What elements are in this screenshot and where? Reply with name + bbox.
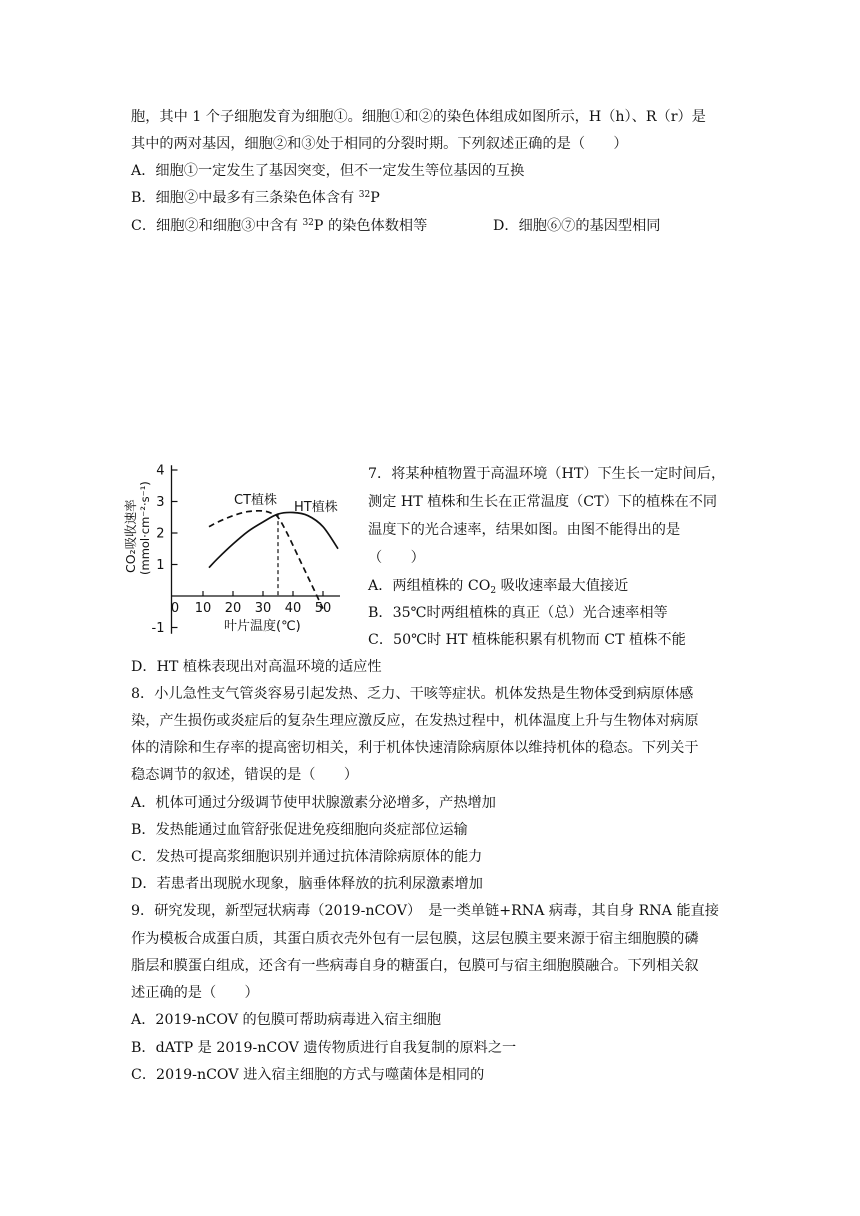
- q9-option-b: B．dATP 是 2019-nCOV 遗传物质进行自我复制的原料之一: [131, 1040, 517, 1056]
- chart-series: [209, 511, 338, 609]
- q8-option-a: A．机体可通过分级调节使甲状腺激素分泌增多，产热增加: [131, 795, 496, 811]
- q6-option-b-text2: P: [370, 190, 380, 206]
- x-tick-label: 20: [224, 601, 242, 616]
- q8-stem-line1: 8．小儿急性支气管炎容易引起发热、乏力、干咳等症状。机体发热是生物体受到病原体感: [131, 686, 694, 702]
- x-tick-label: 30: [254, 601, 272, 616]
- y-tick-label: -1: [151, 621, 165, 636]
- y-axis-label: CO₂吸收速率: [123, 499, 138, 573]
- q6-option-b-sup: 32: [358, 190, 371, 200]
- y-axis-unit: (mmol·cm⁻²·s⁻¹): [138, 481, 152, 575]
- q8-stem-line3: 体的清除和生存率的提高密切相关，利于机体快速清除病原体以维持机体的稳态。下列关于: [131, 740, 699, 756]
- q9-option-c: C．2019-nCOV 进入宿主细胞的方式与噬菌体是相同的: [131, 1067, 485, 1083]
- series-label-ct: CT植株: [234, 493, 278, 508]
- q9-stem-line4: 述正确的是（ ）: [131, 985, 259, 1001]
- q6-option-c-sup: 32: [302, 218, 314, 228]
- y-tick-label: 2: [156, 526, 165, 542]
- y-tick-label: 4: [156, 463, 165, 479]
- x-tick-label: 40: [284, 601, 302, 616]
- q7-stem-line3: 温度下的光合速率，结果如图。由图不能得出的是: [368, 522, 681, 538]
- q8-option-b: B．发热能通过血管舒张促进免疫细胞向炎症部位运输: [131, 822, 468, 838]
- q7-option-b: B．35℃时两组植株的真正（总）光合速率相等: [368, 605, 668, 621]
- q7-option-a-text2: 吸收速率最大值接近: [496, 578, 629, 594]
- q7-option-a-sub: 2: [490, 586, 497, 596]
- ct-series-line: [209, 511, 323, 609]
- q9-stem-line2: 作为模板合成蛋白质，其蛋白质衣壳外包有一层包膜，这层包膜主要来源于宿主细胞膜的磷: [131, 931, 699, 947]
- q6-stem-line1: 胞，其中 1 个子细胞发育为细胞①。细胞①和②的染色体组成如图所示，H（h）、R（r）是: [131, 109, 706, 125]
- q6-option-c-text: C．细胞②和细胞③中含有: [131, 218, 303, 234]
- q8-option-c: C．发热可提高浆细胞识别并通过抗体清除病原体的能力: [131, 849, 483, 865]
- q7-option-c: C．50℃时 HT 植株能积累有机物而 CT 植株不能: [368, 632, 686, 648]
- q6-option-b-text: B．细胞②中最多有三条染色体含有: [131, 190, 359, 206]
- q6-option-b: [131, 188, 380, 208]
- q9-stem-line3: 脂层和膜蛋白组成，还含有一些病毒自身的糖蛋白，包膜可与宿主细胞膜融合。下列相关叙: [131, 958, 699, 974]
- x-axis-label: 叶片温度(℃): [224, 619, 301, 634]
- q6-option-c: [131, 216, 427, 236]
- x-tick-label: 10: [194, 601, 212, 616]
- y-tick-label: 3: [156, 495, 165, 510]
- x-tick-label: 50: [314, 601, 332, 616]
- q9-stem-line1: 9．研究发现，新型冠状病毒（2019-nCOV） 是一类单链+RNA 病毒，其自身 RNA 能直接: [131, 903, 719, 919]
- q7-stem-line2: 测定 HT 植株和生长在正常温度（CT）下的植株在不同: [368, 494, 718, 510]
- q6-option-c-text2: P 的染色体数相等: [313, 218, 428, 234]
- photosynthesis-rate-chart: [118, 455, 358, 645]
- q9-option-a: A．2019-nCOV 的包膜可帮助病毒进入宿主细胞: [131, 1012, 442, 1028]
- q7-option-a-text: A．两组植株的 CO: [368, 578, 491, 594]
- ht-series-line: [209, 512, 338, 567]
- q8-option-d: D．若患者出现脱水现象，脑垂体释放的抗利尿激素增加: [131, 876, 483, 892]
- q8-stem-line4: 稳态调节的叙述，错误的是（ ）: [131, 767, 359, 783]
- q7-option-d: D．HT 植株表现出对高温环境的适应性: [131, 659, 382, 675]
- q6-stem-line2: 其中的两对基因，细胞②和③处于相同的分裂时期。下列叙述正确的是（ ）: [131, 136, 628, 152]
- chart-ticks: [152, 464, 332, 637]
- q6-option-a: A．细胞①一定发生了基因突变，但不一定发生等位基因的互换: [131, 163, 525, 179]
- q7-stem-line1: 7．将某种植物置于高温环境（HT）下生长一定时间后，: [368, 466, 726, 482]
- x-tick-label: 0: [170, 601, 180, 616]
- series-label-ht: HT植株: [294, 500, 338, 515]
- y-tick-label: 1: [156, 558, 165, 573]
- q6-option-d: D．细胞⑥⑦的基因型相同: [493, 218, 661, 234]
- q7-option-a: [368, 576, 628, 596]
- q8-stem-line2: 染，产生损伤或炎症后的复杂生理应激反应，在发热过程中，机体温度上升与生物体对病原: [131, 713, 699, 729]
- q7-stem-line4: （ ）: [368, 550, 425, 566]
